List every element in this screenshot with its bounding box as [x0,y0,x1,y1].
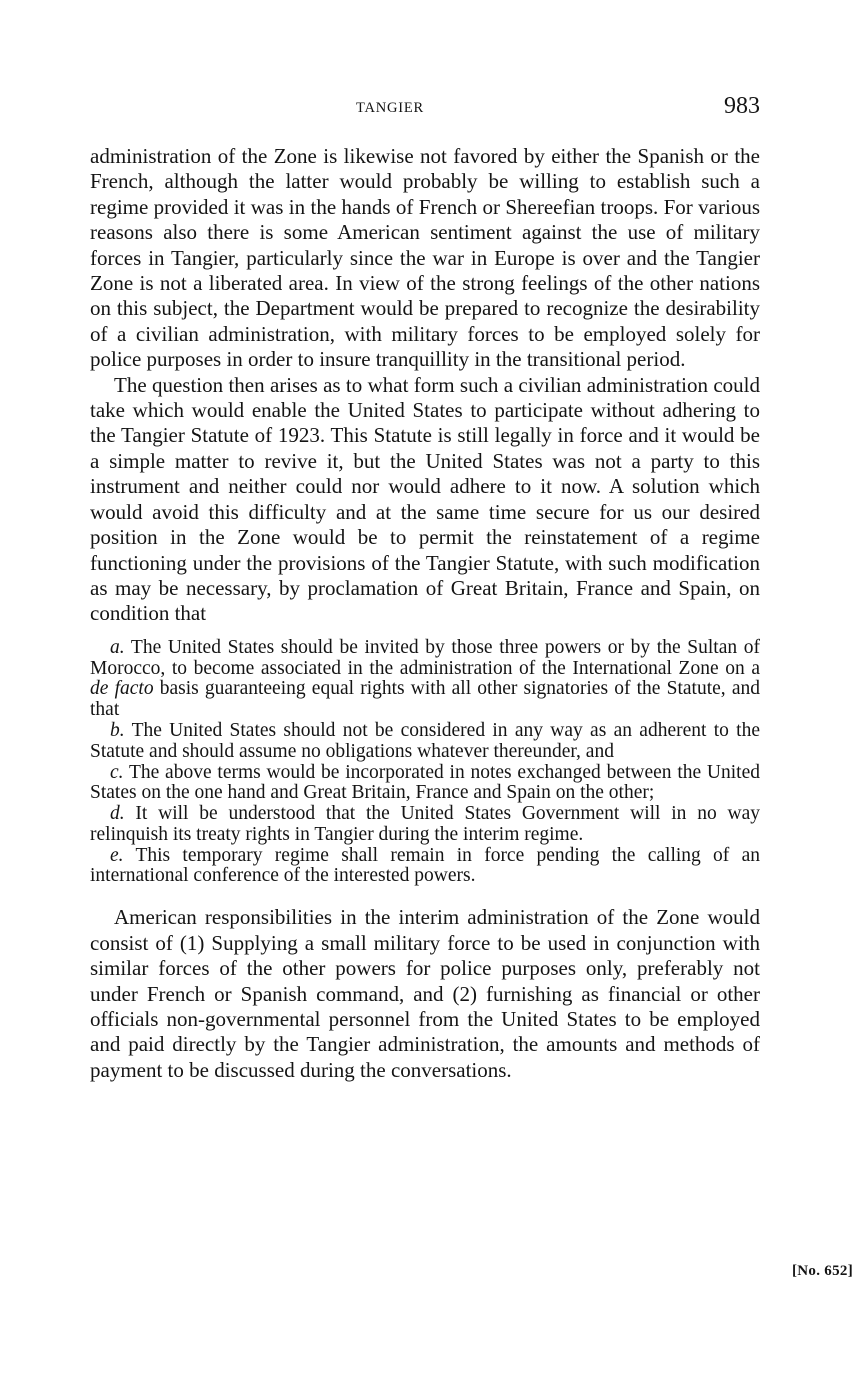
conditions-list [90,638,760,888]
document-page [90,0,760,1083]
document-number: [No. 652] [791,1263,853,1279]
condition-text-continued: basis guaranteeing equal rights with all other signatories of the Statute, and that [90,678,760,721]
condition-d [90,804,760,846]
condition-text: It will be understood that the United States Government will in no way relinquish its treaty rights in Tangier during the interim regime. [90,803,760,845]
condition-e [90,846,760,888]
page-header [90,0,760,125]
condition-text: The United States should be invited by those three powers or by the Sultan of Morocco, to become associated in the administration of the International Zone on a [90,636,760,679]
closing-paragraph: American responsibilities in the interim administration of the Zone would consist of (1) Supplying a small military force to be used in conjunction with similar forces of the other powers for police purposes only, preferably not under French or Spanish command, and (2) furnishing as financial or other officials non-governmental personnel from the United States to be employed and paid directly by the Tangier administration, the amounts and methods of payment to be discussed during the conversations. [90,905,760,1082]
condition-italic-term: de facto [90,678,154,700]
running-title: TANGIER [355,100,425,116]
condition-text: The above terms would be incorporated in notes exchanged between the United States on the one hand and Great Britain, France and Spain on the other; [90,761,760,804]
condition-b [90,721,760,763]
condition-text: This temporary regime shall remain in force pending the calling of an international conference of the interested powers. [90,844,760,887]
condition-letter: d. [110,803,125,825]
condition-c [90,763,760,805]
condition-letter: b. [110,719,125,741]
condition-letter: e. [110,844,124,866]
page-number: 983 [724,93,760,119]
condition-a [90,638,760,721]
condition-text: The United States should not be considered in any way as an adherent to the Statute and should assume no obligations whatever thereunder, and [90,719,760,762]
paragraph-1: administration of the Zone is likewise not favored by either the Spanish or the French, although the latter would probably be willing to establish such a regime provided it was in the hands of French or Shereefian troops. For various reasons also there is some American sentiment against the use of military forces in Tangier, particularly since the war in Europe is over and the Tangier Zone is not a liberated area. In view of the strong feelings of the other nations on this subject, the Department would be prepared to recognize the desirability of a civilian administration, with military forces to be employed solely for police purposes in order to insure tranquillity in the transitional period. [90,144,760,372]
condition-letter: c. [110,761,124,783]
paragraph-2: The question then arises as to what form such a civilian administration could take which would enable the United States to participate without adhering to the Tangier Statute of 1923. This Statute is still legally in force and it would be a simple matter to revive it, but the United States was not a party to this instrument and neither could nor would adhere to it now. A solution which would avoid this difficulty and at the same time secure for us our desired position in the Zone would be to permit the reinstatement of a regime functioning under the provisions of the Tangier Statute, with such modification as may be necessary, by proclamation of Great Britain, France and Spain, on condition that [90,372,760,626]
condition-letter: a. [110,636,125,658]
